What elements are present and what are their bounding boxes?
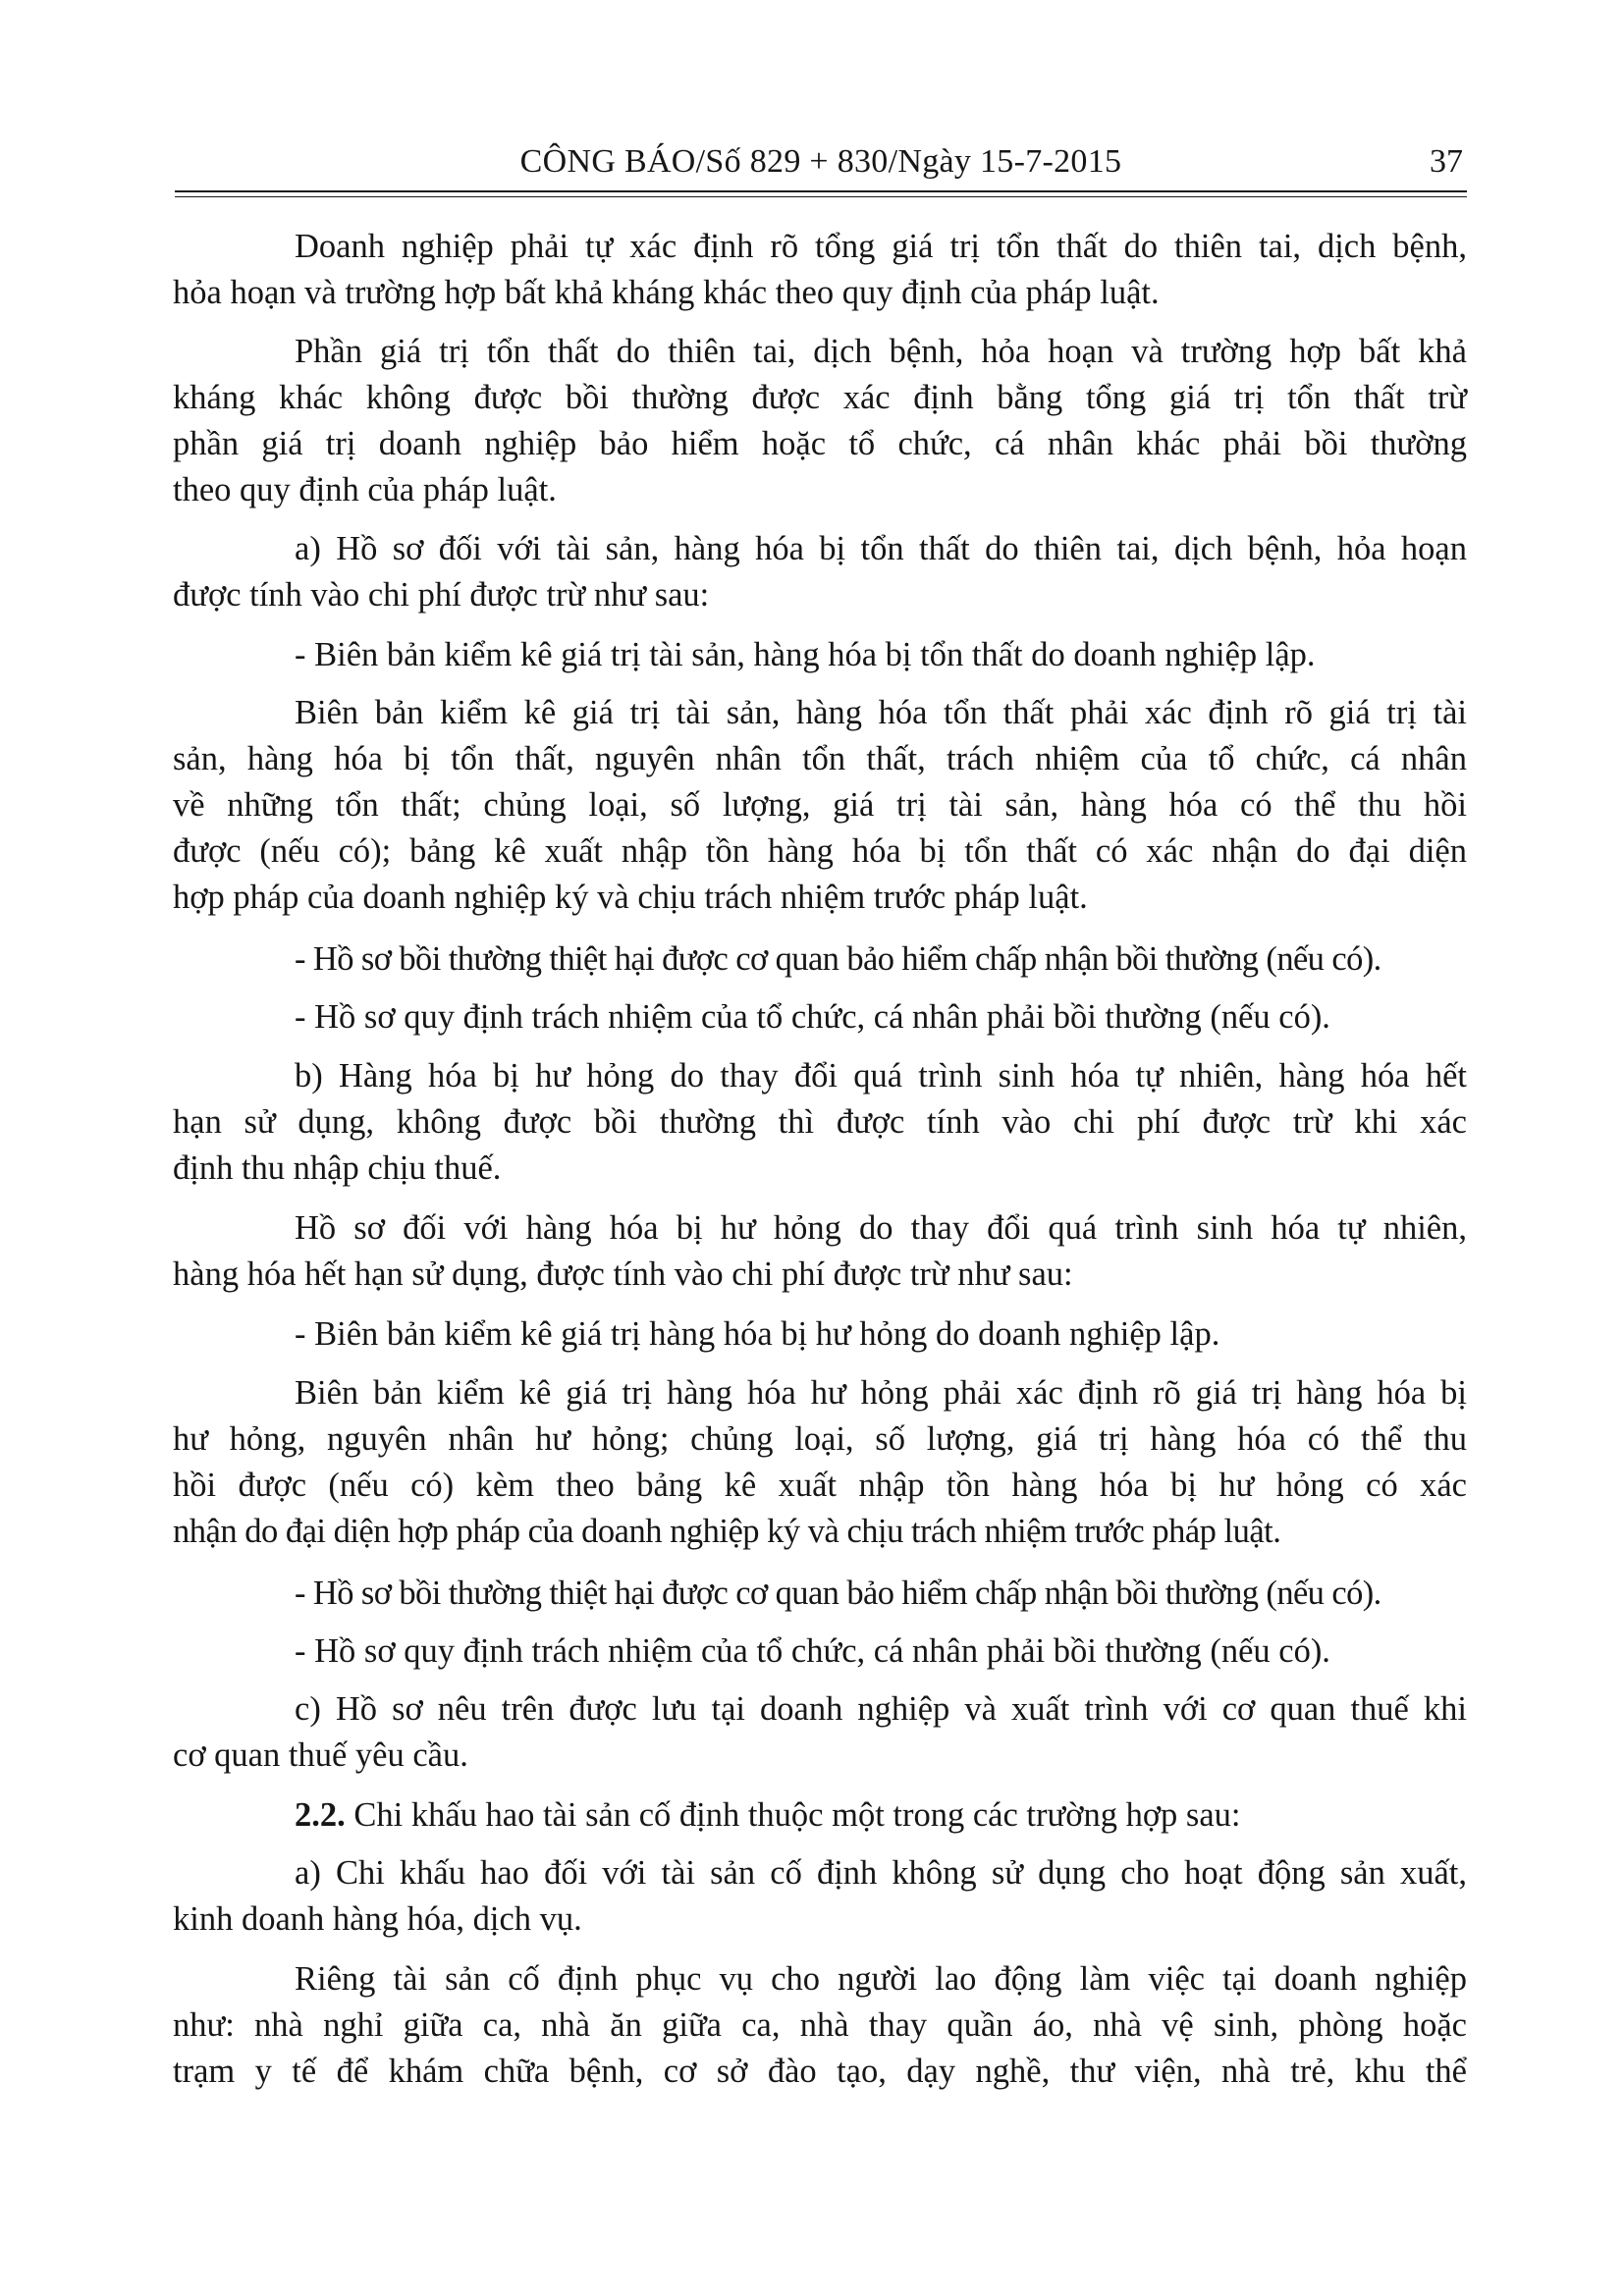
page-number: 37 [1430, 143, 1463, 180]
text-line: - Hồ sơ bồi thường thiệt hại được cơ quan bảo hiểm chấp nhận bồi thường (nếu có). [295, 1575, 1381, 1612]
text-line: phần giá trị doanh nghiệp bảo hiểm hoặc tổ chức, cá nhân khác phải bồi thường [173, 425, 1467, 462]
paragraph [234, 1792, 1467, 1839]
text-line: hỏa hoạn và trường hợp bất khả kháng khác theo quy định của pháp luật. [173, 274, 1160, 311]
text-line: sản, hàng hóa bị tổn thất, nguyên nhân tổn thất, trách nhiệm của tổ chức, cá nhân [173, 740, 1467, 777]
text-line: được tính vào chi phí được trừ như sau: [173, 576, 710, 614]
text-line: nhận do đại diện hợp pháp của doanh nghiệp ký và chịu trách nhiệm trước pháp luật. [173, 1513, 1281, 1550]
page-header [175, 139, 1467, 188]
paragraph [234, 1629, 1467, 1675]
text-line: cơ quan thuế yêu cầu. [173, 1736, 468, 1774]
section-number: 2.2. [295, 1796, 346, 1834]
text-line: theo quy định của pháp luật. [173, 471, 557, 508]
paragraph [234, 1311, 1467, 1358]
paragraph [234, 936, 1467, 983]
text-line: trạm y tế để khám chữa bệnh, cơ sở đào tạo, dạy nghề, thư viện, nhà trẻ, khu thể [173, 2053, 1467, 2090]
text-line: Doanh nghiệp phải tự xác định rõ tổng giá trị tổn thất do thiên tai, dịch bệnh, [295, 228, 1467, 265]
paragraph [173, 1205, 1467, 1298]
paragraph [173, 526, 1467, 618]
text-line: Biên bản kiểm kê giá trị hàng hóa hư hỏng phải xác định rõ giá trị hàng hóa bị [295, 1374, 1467, 1412]
paragraph [173, 1956, 1467, 2095]
header-rule-thin [175, 196, 1467, 197]
paragraph [234, 632, 1467, 678]
paragraph [234, 1571, 1467, 1617]
paragraph [173, 329, 1467, 513]
text-line: như: nhà nghỉ giữa ca, nhà ăn giữa ca, nhà thay quần áo, nhà vệ sinh, phòng hoặc [173, 2006, 1467, 2044]
text-line: kháng khác không được bồi thường được xác định bằng tổng giá trị tổn thất trừ [173, 379, 1467, 416]
text-line: hợp pháp của doanh nghiệp ký và chịu trách nhiệm trước pháp luật. [173, 879, 1088, 916]
paragraph [234, 994, 1467, 1041]
section-heading-text: Chi khấu hao tài sản cố định thuộc một trong các trường hợp sau: [345, 1796, 1241, 1834]
paragraph [173, 1850, 1467, 1943]
paragraph [173, 1686, 1467, 1779]
text-line: về những tổn thất; chủng loại, số lượng, giá trị tài sản, hàng hóa có thể thu hồi [173, 786, 1467, 824]
text-line: được (nếu có); bảng kê xuất nhập tồn hàng hóa bị tổn thất có xác nhận do đại diện [173, 832, 1467, 870]
text-line [234, 1792, 1467, 1839]
gazette-title: CÔNG BÁO/Số 829 + 830/Ngày 15-7-2015 [519, 143, 1122, 180]
text-line: - Hồ sơ bồi thường thiệt hại được cơ quan bảo hiểm chấp nhận bồi thường (nếu có). [295, 940, 1381, 978]
header-rule-thick [175, 190, 1467, 192]
text-line: kinh doanh hàng hóa, dịch vụ. [173, 1900, 582, 1938]
paragraph [173, 224, 1467, 316]
text-line: Hồ sơ đối với hàng hóa bị hư hỏng do thay đổi quá trình sinh hóa tự nhiên, [295, 1209, 1467, 1247]
text-line: Phần giá trị tổn thất do thiên tai, dịch bệnh, hỏa hoạn và trường hợp bất khả [295, 333, 1467, 370]
text-line: hạn sử dụng, không được bồi thường thì được tính vào chi phí được trừ khi xác [173, 1103, 1467, 1141]
text-line: a) Chi khấu hao đối với tài sản cố định không sử dụng cho hoạt động sản xuất, [295, 1854, 1467, 1892]
paragraph [173, 1370, 1467, 1555]
text-line: Biên bản kiểm kê giá trị tài sản, hàng hóa tổn thất phải xác định rõ giá trị tài [295, 694, 1467, 731]
text-line: b) Hàng hóa bị hư hỏng do thay đổi quá trình sinh hóa tự nhiên, hàng hóa hết [295, 1057, 1467, 1095]
text-line: hàng hóa hết hạn sử dụng, được tính vào chi phí được trừ như sau: [173, 1255, 1073, 1293]
text-line: - Hồ sơ quy định trách nhiệm của tổ chức, cá nhân phải bồi thường (nếu có). [295, 1632, 1330, 1670]
text-line: định thu nhập chịu thuế. [173, 1149, 502, 1187]
text-line: - Biên bản kiểm kê giá trị tài sản, hàng hóa bị tổn thất do doanh nghiệp lập. [295, 636, 1316, 673]
paragraph [173, 690, 1467, 921]
text-line: - Biên bản kiểm kê giá trị hàng hóa bị hư hỏng do doanh nghiệp lập. [295, 1315, 1220, 1353]
text-line: hư hỏng, nguyên nhân hư hỏng; chủng loại, số lượng, giá trị hàng hóa có thể thu [173, 1420, 1467, 1458]
text-line: a) Hồ sơ đối với tài sản, hàng hóa bị tổn thất do thiên tai, dịch bệnh, hỏa hoạn [295, 530, 1467, 567]
text-line: c) Hồ sơ nêu trên được lưu tại doanh nghiệp và xuất trình với cơ quan thuế khi [295, 1690, 1467, 1728]
text-line: - Hồ sơ quy định trách nhiệm của tổ chức, cá nhân phải bồi thường (nếu có). [295, 998, 1330, 1036]
text-line: hồi được (nếu có) kèm theo bảng kê xuất nhập tồn hàng hóa bị hư hỏng có xác [173, 1467, 1467, 1504]
paragraph [173, 1053, 1467, 1192]
text-line: Riêng tài sản cố định phục vụ cho người lao động làm việc tại doanh nghiệp [295, 1960, 1467, 1998]
